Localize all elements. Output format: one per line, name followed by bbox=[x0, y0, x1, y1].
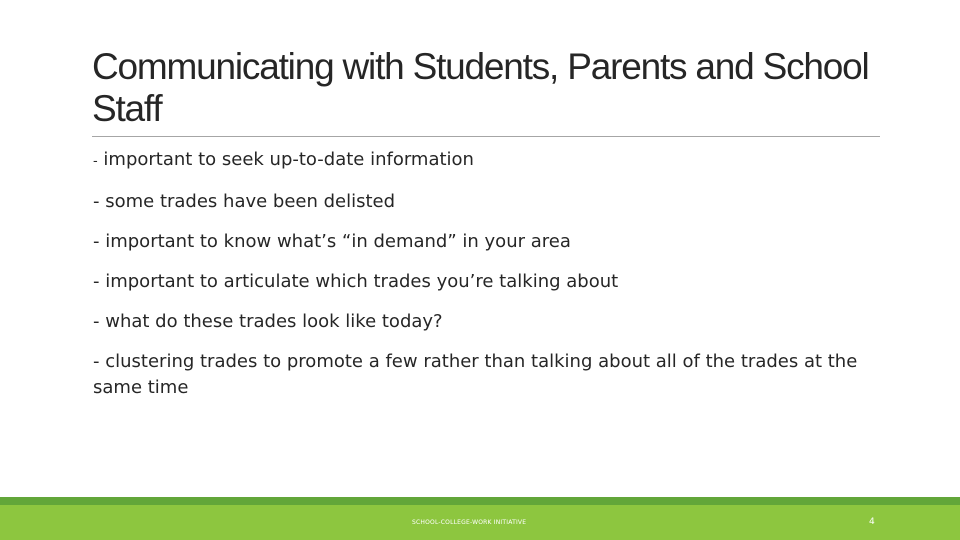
bullet-item bbox=[93, 147, 883, 175]
slide-title: Communicating with Students, Parents and School Staff bbox=[92, 46, 869, 129]
bullet-dash: - bbox=[93, 191, 100, 212]
bullet-list bbox=[93, 147, 883, 415]
bullet-dash: - bbox=[93, 231, 100, 252]
title-divider bbox=[92, 136, 880, 137]
footer-text: SCHOOL-COLLEGE-WORK INITIATIVE bbox=[412, 519, 527, 526]
bullet-item bbox=[93, 229, 883, 255]
page-number: 4 bbox=[869, 517, 875, 527]
bullet-item bbox=[93, 269, 883, 295]
bullet-dash: - bbox=[93, 271, 100, 292]
bullet-text: important to articulate which trades you’re talking about bbox=[99, 271, 619, 292]
bullet-item bbox=[93, 309, 883, 335]
bullet-text: important to seek up-to-date information bbox=[97, 149, 474, 170]
footer-accent-stripe bbox=[0, 497, 960, 505]
bullet-dash: - bbox=[93, 351, 100, 372]
bullet-text: what do these trades look like today? bbox=[99, 311, 443, 332]
bullet-dash: - bbox=[93, 311, 100, 332]
bullet-item bbox=[93, 349, 883, 401]
bullet-text: some trades have been delisted bbox=[99, 191, 396, 212]
bullet-text: clustering trades to promote a few rather than talking about all of the trades at the same time bbox=[93, 351, 858, 398]
bullet-dash: - bbox=[93, 154, 98, 169]
bullet-text: important to know what’s “in demand” in your area bbox=[99, 231, 571, 252]
bullet-item bbox=[93, 189, 883, 215]
